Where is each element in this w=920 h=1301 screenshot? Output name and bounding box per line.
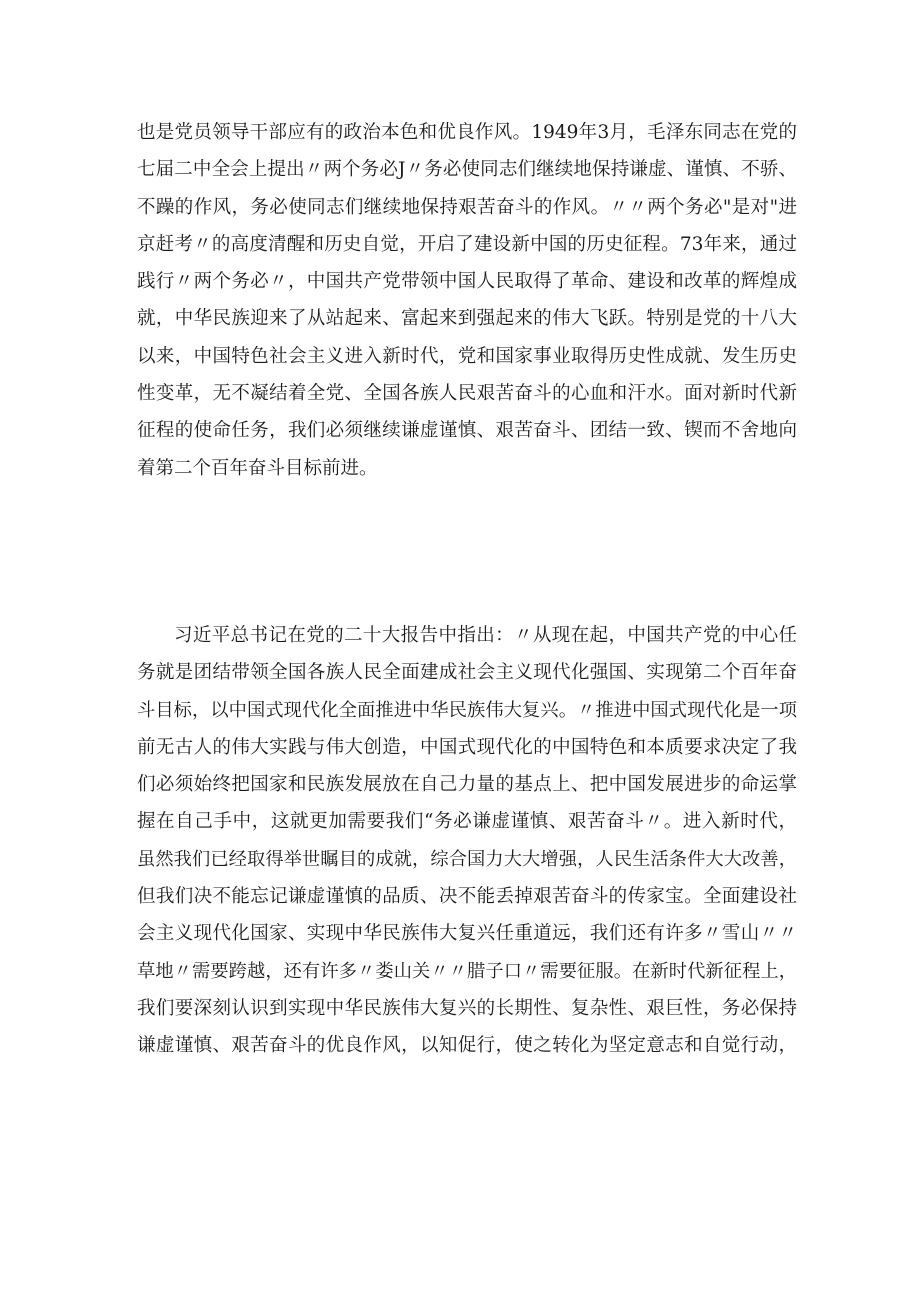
text-line: 京赶考〃的高度清醒和历史自觉，开启了建设新中国的历史征程。73年来，通过	[137, 233, 797, 255]
text-line: 以来，中国特色社会主义进入新时代，党和国家事业取得历史性成就、发生历史	[137, 345, 797, 367]
text-line: 虽然我们已经取得举世瞩目的成就，综合国力大大增强，人民生活条件大大改善，	[137, 848, 797, 870]
text-line: 斗目标，以中国式现代化全面推进中华民族伟大复兴。〃推进中国式现代化是一项	[137, 699, 797, 721]
paragraph-2	[137, 617, 797, 1065]
text-line: 草地〃需要跨越，还有许多〃娄山关〃〃腊子口〃需要征服。在新时代新征程上，	[137, 960, 797, 982]
text-line: 会主义现代化国家、实现中华民族伟大复兴任重道远，我们还有许多〃雪山〃〃	[137, 923, 797, 945]
text-line: 着第二个百年奋斗目标前进。	[137, 457, 378, 479]
text-line: 征程的使命任务，我们必须继续谦虚谨慎、艰苦奋斗、团结一致、锲而不舍地向	[137, 420, 797, 442]
text-line: 们必须始终把国家和民族发展放在自己力量的基点上、把中国发展进步的命运掌	[137, 774, 797, 796]
text-line: 我们要深刻认识到实现中华民族伟大复兴的长期性、复杂性、艰巨性，务必保持	[137, 997, 797, 1019]
paragraph-1	[137, 114, 797, 487]
text-line: 不躁的作风，务必使同志们继续地保持艰苦奋斗的作风。〃〃两个务必"是对"进	[137, 196, 797, 218]
text-line: 谦虚谨慎、艰苦奋斗的优良作风，以知促行，使之转化为坚定意志和自觉行动，	[137, 1035, 797, 1057]
text-line: 七届二中全会上提出〃两个务必J〃务必使同志们继续地保持谦虚、谨慎、不骄、	[137, 159, 797, 181]
text-line: 务就是团结带领全国各族人民全面建成社会主义现代化强国、实现第二个百年奋	[137, 662, 797, 684]
text-line: 但我们决不能忘记谦虚谨慎的品质、决不能丢掉艰苦奋斗的传家宝。全面建设社	[137, 886, 797, 908]
text-line: 践行〃两个务必〃，中国共产党带领中国人民取得了革命、建设和改革的辉煌成	[137, 271, 797, 293]
text-line: 习近平总书记在党的二十大报告中指出：〃从现在起，中国共产党的中心任	[174, 625, 797, 646]
text-line: 就，中华民族迎来了从站起来、富起来到强起来的伟大飞跃。特别是党的十八大	[137, 308, 797, 330]
text-line: 握在自己手中，这就更加需要我们“务必谦虚谨慎、艰苦奋斗〃。进入新时代，	[137, 811, 797, 833]
text-line: 也是党员领导干部应有的政治本色和优良作风。1949年3月，毛泽东同志在党的	[137, 122, 797, 143]
text-line: 前无古人的伟大实践与伟大创造，中国式现代化的中国特色和本质要求决定了我	[137, 736, 797, 758]
text-line: 性变革，无不凝结着全党、全国各族人民艰苦奋斗的心血和汗水。面对新时代新	[137, 383, 797, 405]
